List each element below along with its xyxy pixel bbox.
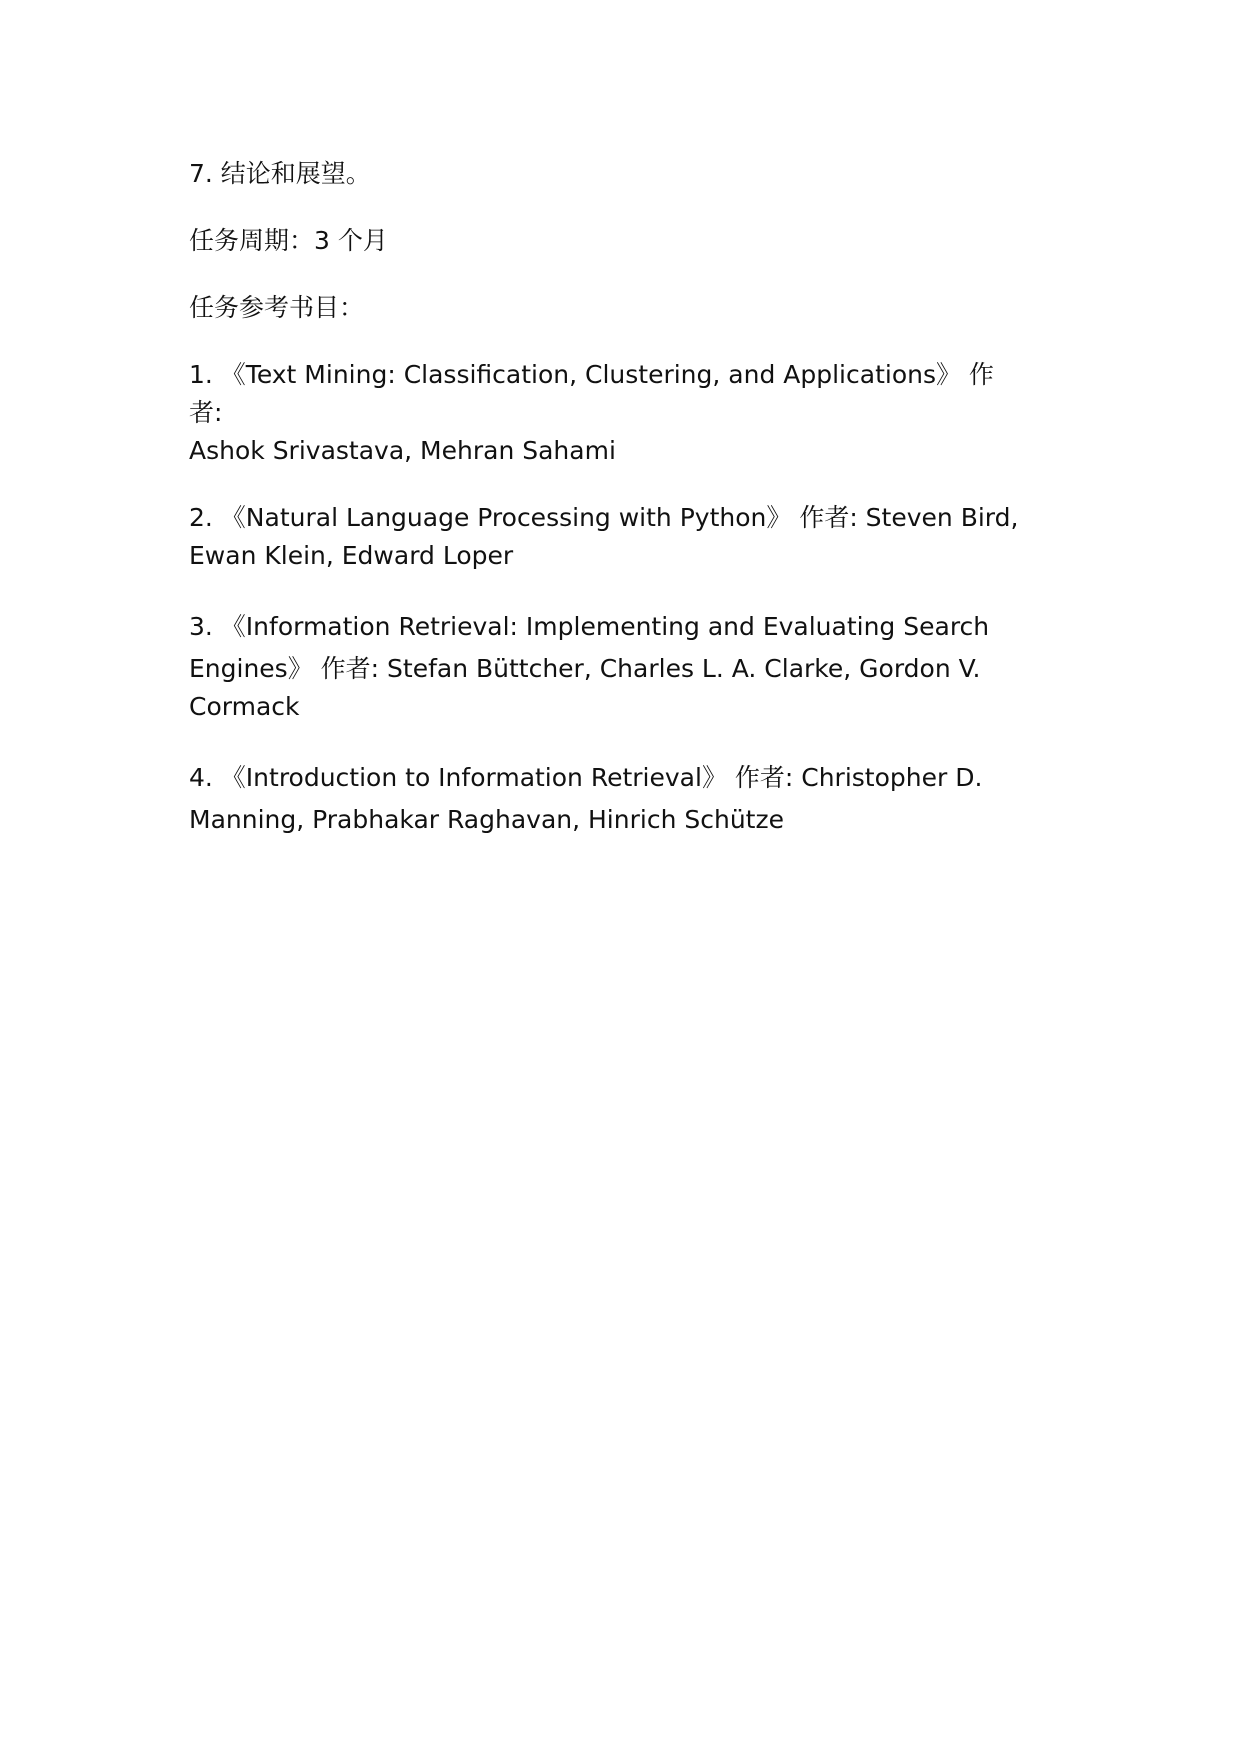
reference-line: 1. 《Text Mining: Classification, Clustering, and Applications》 作者: — [189, 360, 994, 427]
reference-line: Engines》 作者: Stefan Büttcher, Charles L. A. Clarke, Gordon V. — [189, 654, 981, 683]
conclusion-item: 7. 结论和展望。 — [189, 159, 371, 188]
reference-line: Ewan Klein, Edward Loper — [189, 541, 514, 570]
reference-item — [189, 356, 1019, 470]
reference-item — [189, 604, 1019, 726]
task-period: 任务周期：3 个月 — [189, 226, 388, 255]
reference-heading: 任务参考书目： — [189, 293, 365, 322]
reference-line: 4. 《Introduction to Information Retrieval》 作者: Christopher D. — [189, 763, 983, 792]
reference-line: 2. 《Natural Language Processing with Python》 作者: Steven Bird, — [189, 503, 1019, 532]
reference-line: 3. 《Information Retrieval: Implementing and Evaluating Search — [189, 612, 990, 641]
reference-item — [189, 755, 1019, 839]
reference-line: Manning, Prabhakar Raghavan, Hinrich Schütze — [189, 805, 784, 834]
reference-item — [189, 499, 1019, 575]
document-body — [189, 155, 1019, 868]
reference-line: Cormack — [189, 692, 300, 721]
reference-line: Ashok Srivastava, Mehran Sahami — [189, 436, 616, 465]
